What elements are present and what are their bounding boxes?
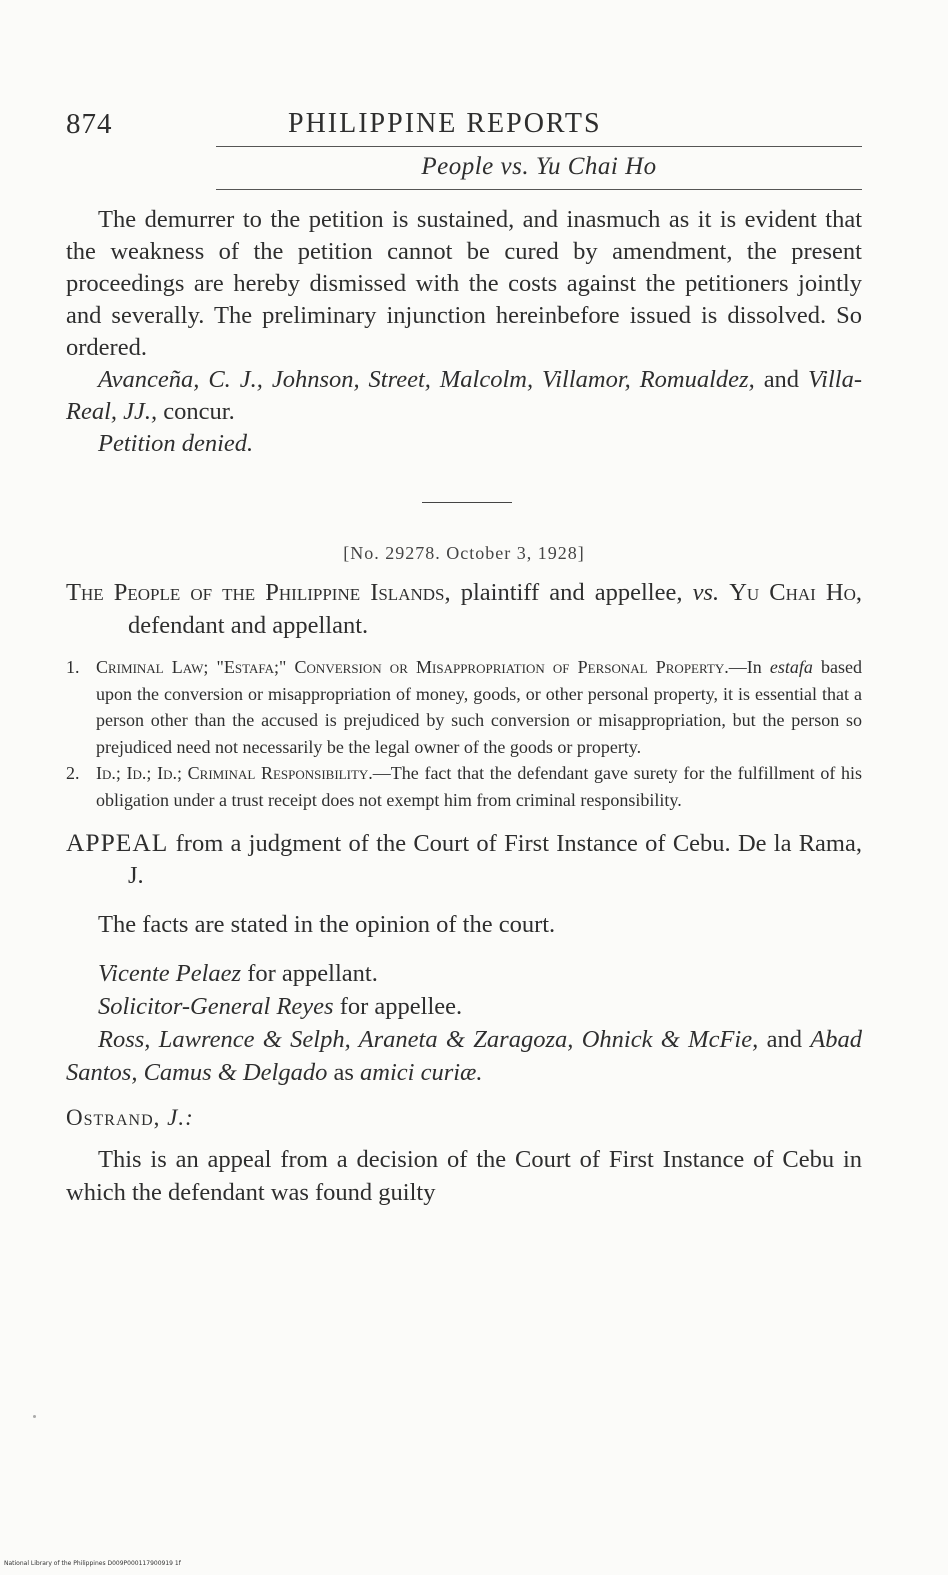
syllabus-text: —In	[728, 657, 762, 677]
opinion-body	[66, 1143, 862, 1209]
syllabus-number: 1.	[66, 657, 80, 677]
amici-label: amici curiæ.	[360, 1059, 483, 1086]
opinion-judge	[66, 1105, 862, 1131]
amici-and: and	[766, 1026, 802, 1053]
case-parties	[66, 576, 862, 642]
counsel-appellee	[66, 990, 862, 1023]
syllabus-heading: Id.; Id.; Id.; Criminal Responsibility.	[96, 763, 373, 783]
opinion-first-paragraph: This is an appeal from a decision of the Court of First Instance of Cebu in which the defendant was found guilty	[66, 1146, 862, 1206]
appellant-counsel-name: Vicente Pelaez	[98, 960, 242, 987]
prior-case-section	[66, 204, 862, 460]
counsel-amici	[66, 1023, 862, 1089]
concur-word: concur.	[163, 398, 235, 425]
appeal-text: from a judgment of the Court of First Instance of Cebu. De la Rama, J.	[128, 830, 862, 889]
judge-name: Ostrand,	[66, 1105, 161, 1130]
plaintiff-name: The People of the Philippine Islands,	[66, 579, 451, 606]
syllabus-item	[66, 760, 862, 813]
concur-justices: Avanceña, C. J., Johnson, Street, Malcolm, Villamor, Romualdez,	[98, 366, 755, 393]
prior-case-paragraph: The demurrer to the petition is sustained, and inasmuch as it is evident that the weakness of the petition cannot be cured by amendment, the present proceedings are hereby dismissed with the costs against the petitioners jointly and severally. The preliminary injunction hereinbefore issued is dissolved. So ordered.	[66, 206, 862, 361]
scan-speck	[33, 1415, 36, 1418]
amici-firm-1: Ross, Lawrence & Selph, Araneta & Zaragoza, Ohnick & McFie,	[98, 1026, 759, 1053]
header-rule-top	[216, 146, 862, 147]
appellee-counsel-role: for appellee.	[339, 993, 463, 1020]
scan-footer: National Library of the Philippines D009P000117900919 1f	[4, 1560, 181, 1567]
case-heading: People vs. Yu Chai Ho	[421, 153, 657, 180]
counsel-appellant	[66, 957, 862, 990]
amici-firm-2: Abad Santos, Camus & Delgado	[66, 1026, 863, 1086]
syllabus	[66, 654, 862, 813]
appeal-line	[66, 827, 862, 892]
counsel-block	[66, 957, 862, 1089]
appellee-counsel-name: Solicitor-General Reyes	[98, 993, 334, 1020]
plaintiff-role: plaintiff and appellee,	[460, 579, 683, 606]
syllabus-heading: Criminal Law; "Estafa;" Conversion or Misappropriation of Personal Property.	[96, 657, 729, 677]
versus: vs.	[692, 579, 720, 606]
concur-last: Villa-Real, JJ.,	[66, 366, 863, 425]
syllabus-number: 2.	[66, 763, 80, 783]
defendant-name: Yu Chai Ho,	[729, 579, 863, 606]
syllabus-italic: estafa	[769, 657, 813, 677]
concur-and: and	[763, 366, 800, 393]
defendant-role: defendant and appellant.	[128, 612, 369, 639]
header-rule-bottom	[216, 189, 862, 190]
facts-statement	[66, 908, 862, 941]
document-page	[66, 100, 862, 1209]
docket-line: [No. 29278. October 3, 1928]	[343, 543, 585, 563]
disposition: Petition denied.	[98, 430, 254, 457]
case-separator	[422, 502, 512, 503]
facts-text: The facts are stated in the opinion of the court.	[98, 911, 556, 938]
syllabus-text: based upon the conversion or misappropriation of money, goods, or other personal property, it is essential that a person other than the accused is prejudiced by such conversion or misappropriation, but the person so prejudiced need not necessarily be the legal owner of the goods or property.	[96, 657, 863, 757]
appeal-lead: APPEAL	[66, 828, 169, 857]
amici-as: as	[333, 1059, 354, 1086]
concurrence-line	[66, 364, 862, 428]
syllabus-text: —The fact that the defendant gave surety for the fulfillment of his obligation under a trust receipt does not exempt him from criminal responsibility.	[96, 763, 862, 810]
syllabus-item	[66, 654, 862, 760]
judge-suffix: J.:	[167, 1105, 194, 1130]
page-number: 874	[66, 108, 113, 140]
running-title: PHILIPPINE REPORTS	[288, 108, 602, 139]
page-header	[66, 100, 862, 146]
appellant-counsel-role: for appellant.	[247, 960, 378, 987]
